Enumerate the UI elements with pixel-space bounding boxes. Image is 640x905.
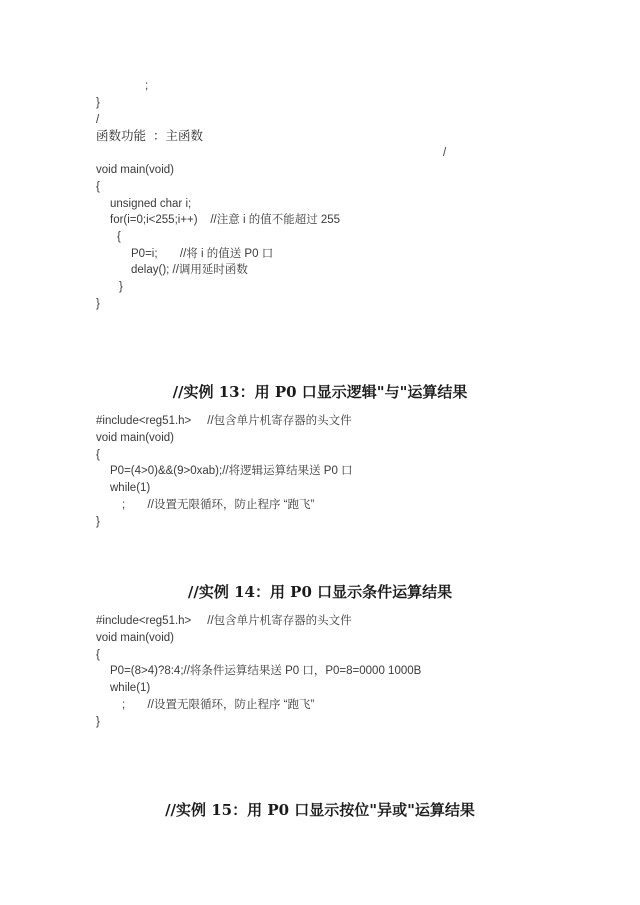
code-line: } — [96, 716, 100, 728]
code-line: { — [96, 649, 100, 661]
code-line: ; //设置无限循环，防止程序 “跑飞” — [122, 699, 315, 711]
code-close-brace: } — [96, 97, 100, 109]
code-line: ; //设置无限循环，防止程序 “跑飞” — [122, 499, 315, 511]
code-semicolon: ; — [145, 80, 149, 92]
code-line: void main(void) — [96, 632, 174, 644]
code-line: } — [119, 281, 123, 293]
code-line: } — [96, 298, 100, 310]
code-line: unsigned char i; — [110, 198, 192, 210]
code-line: { — [96, 449, 100, 461]
code-line: { — [96, 181, 100, 193]
code-slash-right: / — [443, 147, 447, 159]
section-title-example-14: //实例 14：用 P0 口显示条件运算结果 — [187, 583, 453, 601]
code-line: #include<reg51.h> //包含单片机寄存器的头文件 — [96, 415, 352, 427]
code-line: delay(); //调用延时函数 — [131, 264, 248, 276]
section-title-example-13: //实例 13：用 P0 口显示逻辑"与"运算结果 — [172, 383, 468, 401]
code-line: void main(void) — [96, 164, 174, 176]
code-line: P0=i; //将 i 的值送 P0 口 — [131, 248, 274, 260]
section-title-example-15: //实例 15：用 P0 口显示按位"异或"运算结果 — [165, 801, 475, 819]
function-description: 函数功能 ：主函数 — [96, 129, 203, 143]
code-line: while(1) — [110, 682, 151, 694]
code-line: P0=(8>4)?8:4;//将条件运算结果送 P0 口，P0=8=0000 1000B — [110, 665, 422, 677]
code-slash: / — [96, 114, 100, 126]
code-line: void main(void) — [96, 432, 174, 444]
code-line: for(i=0;i<255;i++) //注意 i 的值不能超过 255 — [110, 214, 341, 226]
code-line: while(1) — [110, 482, 151, 494]
code-line: #include<reg51.h> //包含单片机寄存器的头文件 — [96, 615, 352, 627]
code-line: } — [96, 516, 100, 528]
code-line: P0=(4>0)&&(9>0xab);//将逻辑运算结果送 P0 口 — [110, 465, 353, 477]
code-line: { — [117, 231, 121, 243]
